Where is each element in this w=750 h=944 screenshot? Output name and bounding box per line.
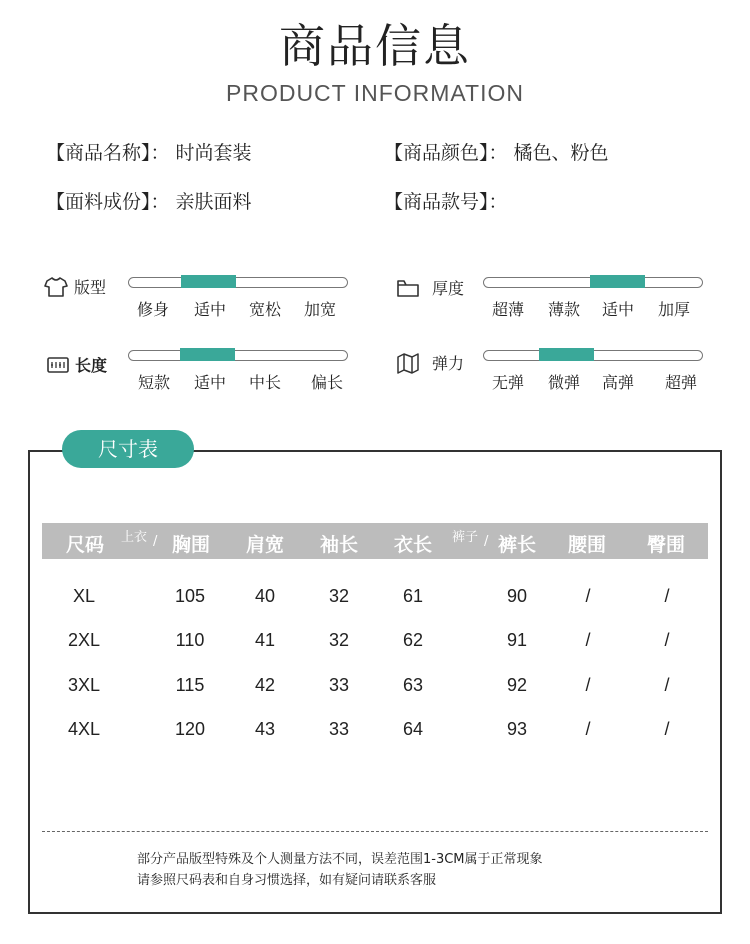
page-subtitle: PRODUCT INFORMATION — [226, 80, 524, 106]
box-icon — [396, 277, 420, 299]
cell-size: 2XL — [67, 630, 101, 650]
col-header: 尺码 — [65, 534, 104, 556]
cell-pants-length: 90 — [506, 586, 528, 606]
cell-chest: 120 — [174, 719, 206, 739]
cell-sleeve: 33 — [328, 719, 350, 739]
cell-shoulder: 42 — [254, 675, 276, 695]
map-icon — [396, 352, 420, 374]
attr-option: 无弹 — [491, 373, 524, 392]
attr-option: 加厚 — [657, 300, 690, 319]
cell-sleeve: 33 — [328, 675, 350, 695]
cell-pants-length: 91 — [506, 630, 528, 650]
attr-stretch-slider — [483, 350, 703, 361]
cell-waist: / — [585, 586, 591, 606]
cell-top-length: 62 — [402, 630, 424, 650]
attr-stretch-fill — [539, 348, 594, 361]
divider — [42, 831, 708, 832]
cell-hip: / — [664, 630, 670, 650]
attr-option: 微弹 — [547, 373, 580, 392]
shirt-icon — [44, 276, 68, 298]
note-line: 部分产品版型特殊及个人测量方法不同，误差范围1-3CM属于正常现象 — [137, 852, 543, 867]
attr-option: 超薄 — [491, 300, 524, 319]
cell-hip: / — [664, 675, 670, 695]
col-group-top: 上衣 — [121, 530, 148, 545]
attr-option: 适中 — [193, 373, 226, 392]
info-color: 【商品颜色】： 橘色、粉色 — [384, 142, 609, 164]
attr-length-label — [47, 353, 107, 376]
col-header: 胸围 — [171, 534, 210, 556]
attr-stretch-label — [396, 351, 464, 374]
attr-label-text: 弹力 — [432, 354, 465, 373]
col-header: 衣长 — [393, 534, 432, 556]
cell-top-length: 64 — [402, 719, 424, 739]
col-header: 肩宽 — [245, 534, 284, 556]
cell-size: XL — [72, 586, 96, 606]
col-header: 腰围 — [567, 534, 606, 556]
attr-option: 适中 — [601, 300, 634, 319]
attr-option: 高弹 — [601, 373, 634, 392]
cell-shoulder: 40 — [254, 586, 276, 606]
cell-waist: / — [585, 630, 591, 650]
cell-waist: / — [585, 675, 591, 695]
attr-label-text: 厚度 — [432, 279, 465, 298]
cell-size: 4XL — [67, 719, 101, 739]
attr-fit-fill — [181, 275, 236, 288]
cell-chest: 110 — [175, 630, 205, 650]
attr-thickness-fill — [590, 275, 645, 288]
cell-sleeve: 32 — [328, 586, 350, 606]
note-line: 请参照尺码表和自身习惯选择，如有疑问请联系客服 — [137, 873, 437, 888]
cell-shoulder: 41 — [254, 630, 276, 650]
cell-shoulder: 43 — [254, 719, 276, 739]
attr-label-text: 版型 — [74, 278, 107, 297]
cell-size: 3XL — [67, 675, 101, 695]
ruler-icon — [47, 356, 69, 374]
cell-sleeve: 32 — [328, 630, 350, 650]
attr-fit-label — [44, 275, 106, 298]
info-fabric: 【面料成份】： 亲肤面料 — [46, 191, 252, 213]
cell-hip: / — [664, 586, 670, 606]
attr-option: 薄款 — [547, 300, 580, 319]
attr-option: 中长 — [248, 373, 281, 392]
attr-option: 偏长 — [310, 373, 343, 392]
cell-hip: / — [664, 719, 670, 739]
col-header: 袖长 — [319, 534, 358, 556]
attr-option: 适中 — [193, 300, 226, 319]
col-header: 臀围 — [646, 534, 685, 556]
attr-option: 宽松 — [248, 300, 281, 319]
cell-chest: 105 — [174, 586, 206, 606]
cell-top-length: 61 — [402, 586, 424, 606]
cell-pants-length: 93 — [506, 719, 528, 739]
cell-pants-length: 92 — [506, 675, 528, 695]
cell-waist: / — [585, 719, 591, 739]
attr-fit-slider — [128, 277, 348, 288]
col-group-slash: / — [484, 534, 489, 549]
page-title: 商品信息 — [279, 19, 471, 73]
size-table-tab: 尺寸表 — [62, 430, 194, 468]
attr-length-slider — [128, 350, 348, 361]
attr-option: 超弹 — [664, 373, 697, 392]
col-group-slash: / — [153, 534, 158, 549]
attr-option: 加宽 — [303, 300, 336, 319]
col-group-pants: 裤子 — [452, 530, 479, 545]
info-style-no: 【商品款号】： — [384, 191, 508, 213]
attr-thickness-label — [396, 276, 464, 299]
attr-option: 修身 — [136, 300, 169, 319]
col-header: 裤长 — [497, 534, 536, 556]
cell-top-length: 63 — [402, 675, 424, 695]
attr-option: 短款 — [137, 373, 170, 392]
cell-chest: 115 — [175, 675, 205, 695]
attr-label-text: 长度 — [75, 356, 108, 375]
attr-thickness-slider — [483, 277, 703, 288]
attr-length-fill — [180, 348, 235, 361]
info-name: 【商品名称】： 时尚套装 — [46, 142, 252, 164]
